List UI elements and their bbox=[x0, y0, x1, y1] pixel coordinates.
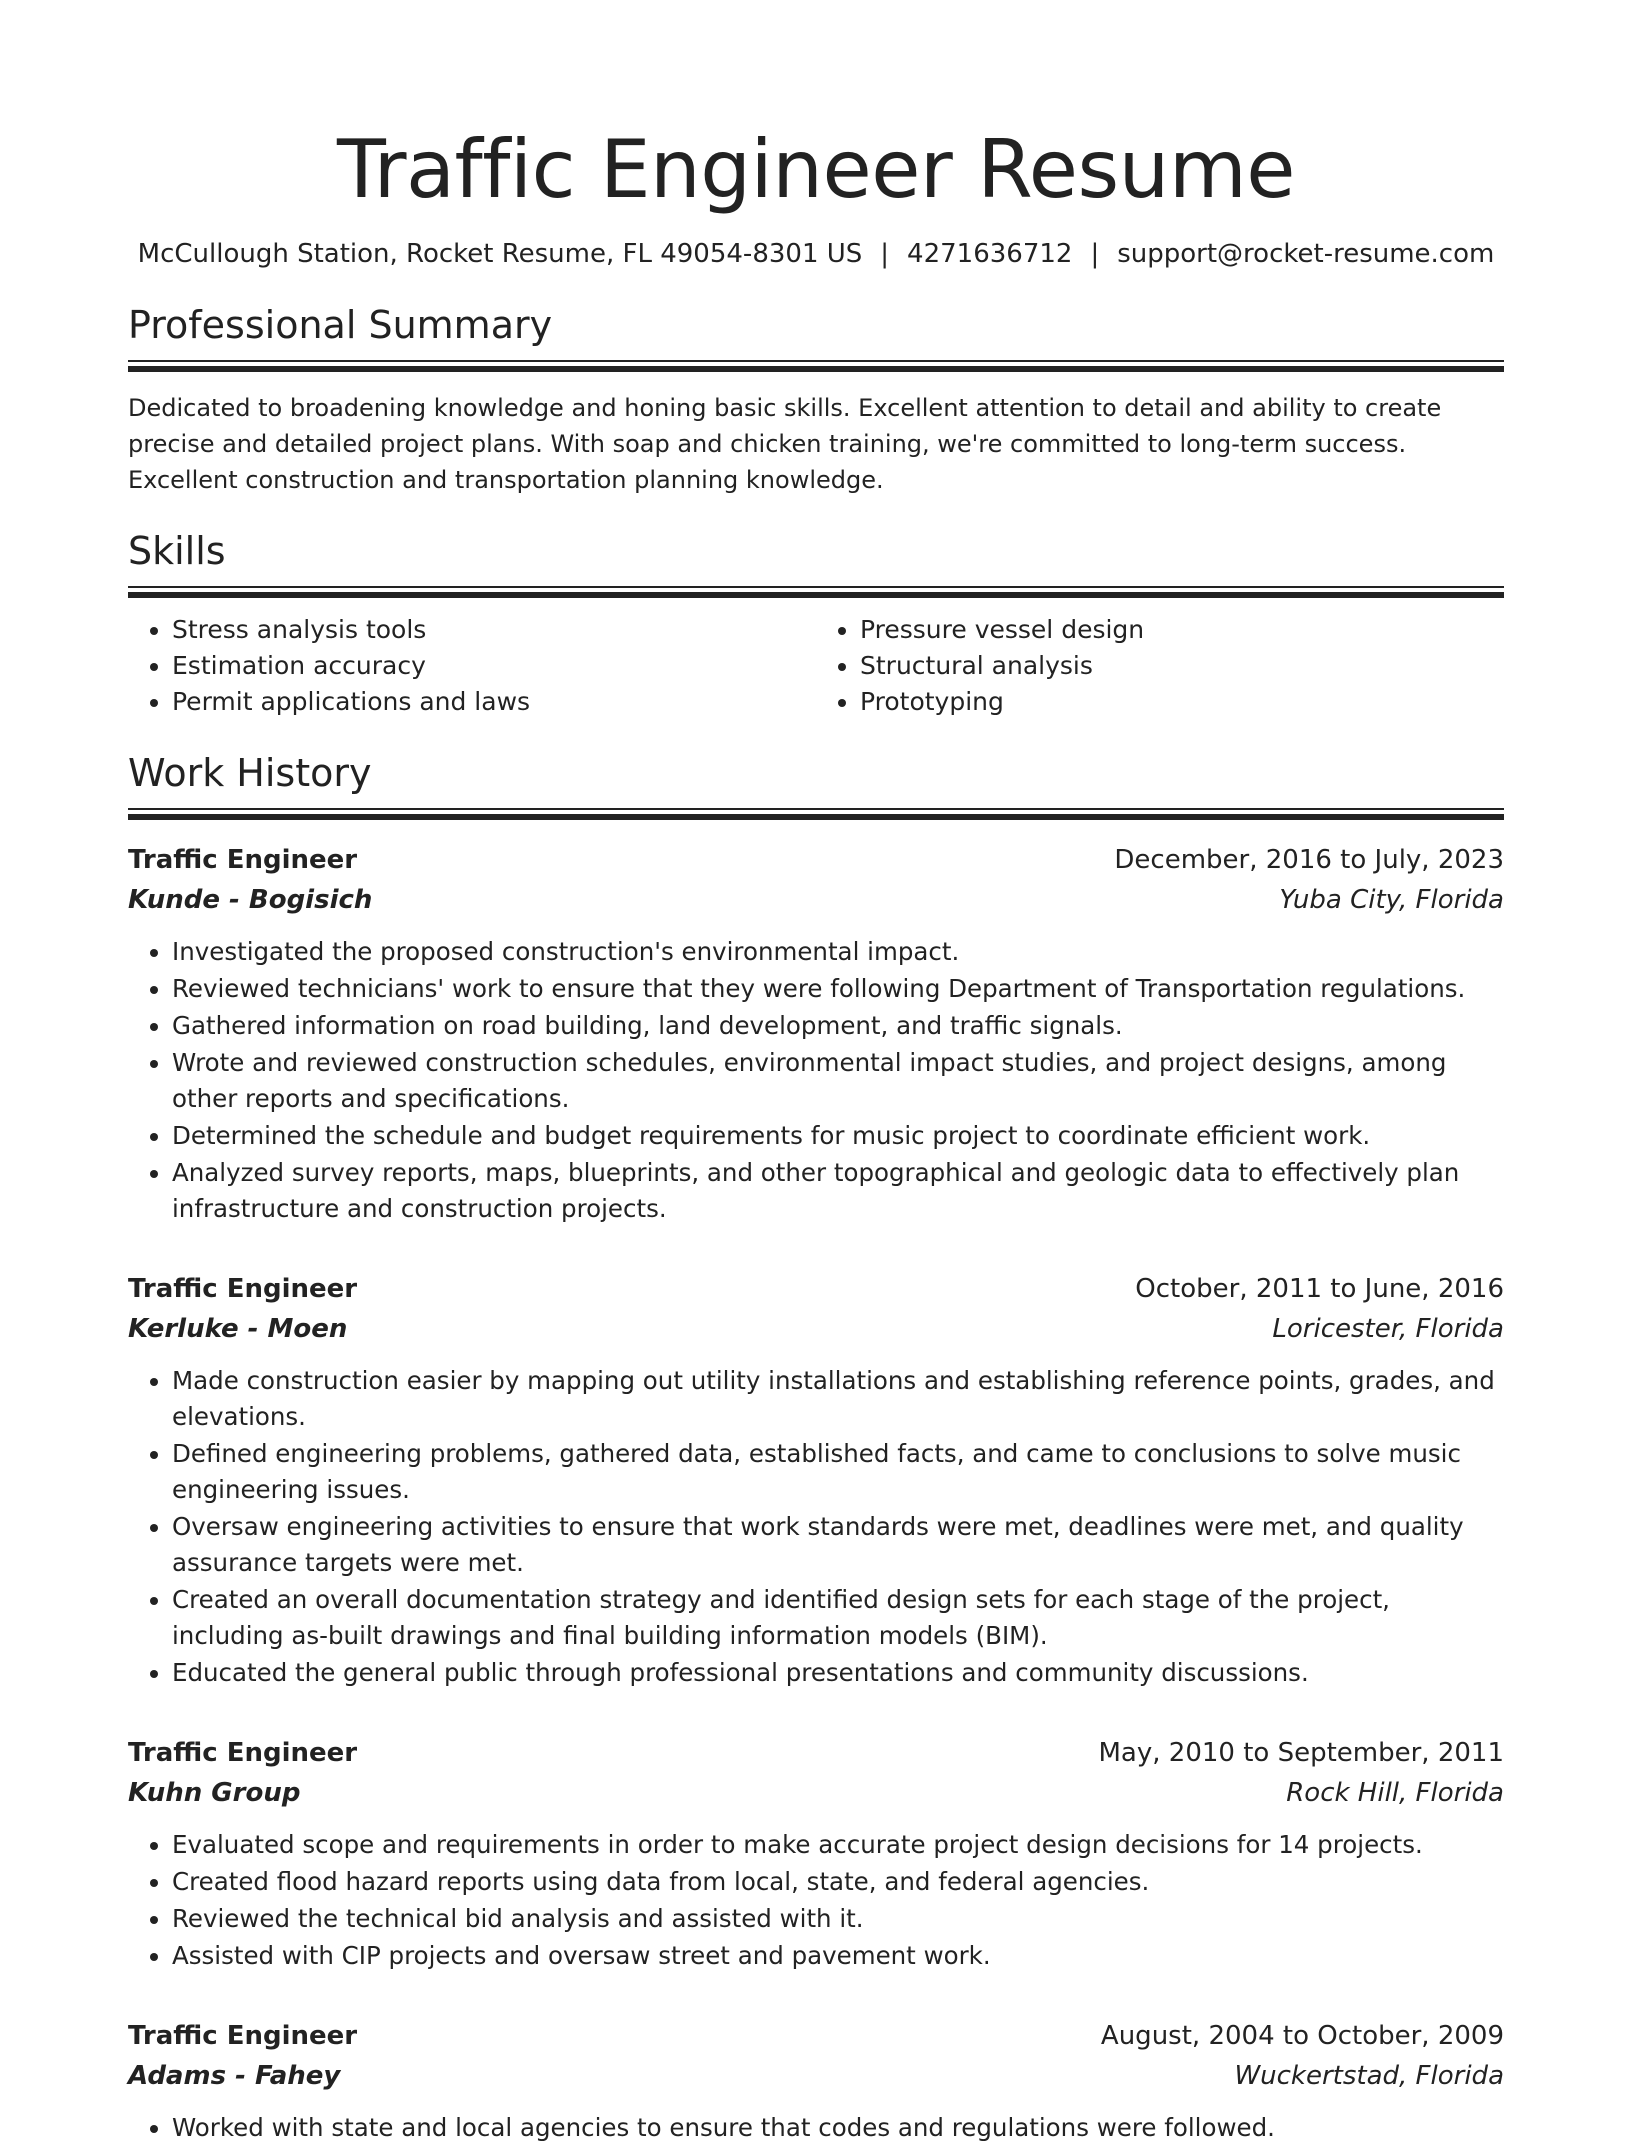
job-title: Traffic Engineer bbox=[128, 845, 358, 875]
job-bullets bbox=[128, 1827, 1504, 1974]
contact-address: McCullough Station, Rocket Resume, FL 49054-8301 US bbox=[137, 239, 863, 269]
job-header-row bbox=[128, 1269, 1504, 1309]
work-history-section bbox=[128, 750, 1504, 2146]
job-bullets bbox=[128, 934, 1504, 1227]
job-employer-row bbox=[128, 1773, 1504, 1813]
job-bullets bbox=[128, 2110, 1504, 2146]
contact-separator: | bbox=[880, 239, 890, 269]
job-bullet: • Wrote and reviewed construction schedules, environmental impact studies, and project designs, among other reports and specifications. bbox=[172, 1045, 1504, 1117]
job-company: Kerluke - Moen bbox=[128, 1314, 348, 1344]
job-location: Loricester, Florida bbox=[1272, 1314, 1504, 1344]
job-location: Wuckertstad, Florida bbox=[1234, 2061, 1504, 2091]
skill-item: • Estimation accuracy bbox=[172, 648, 816, 684]
job-bullet: • Oversaw engineering activities to ensure that work standards were met, deadlines were met, and quality assurance targets were met. bbox=[172, 1509, 1504, 1581]
job-employer-row bbox=[128, 1309, 1504, 1349]
job-bullet: • Made construction easier by mapping out utility installations and establishing reference points, grades, and elevations. bbox=[172, 1363, 1504, 1435]
job-bullet: • Created flood hazard reports using data from local, state, and federal agencies. bbox=[172, 1864, 1504, 1900]
summary-heading: Professional Summary bbox=[128, 303, 553, 347]
job-company: Kunde - Bogisich bbox=[128, 885, 373, 915]
job-title: Traffic Engineer bbox=[128, 1274, 358, 1304]
resume-content bbox=[128, 0, 1504, 2147]
job-dates: October, 2011 to June, 2016 bbox=[1135, 1274, 1504, 1304]
job-title: Traffic Engineer bbox=[128, 1738, 358, 1768]
job-bullet: • Defined engineering problems, gathered data, established facts, and came to conclusions to solve music engineering issues. bbox=[172, 1436, 1504, 1508]
job-dates: August, 2004 to October, 2009 bbox=[1100, 2021, 1504, 2051]
skill-item: • Permit applications and laws bbox=[172, 684, 816, 720]
contact-phone: 4271636712 bbox=[907, 239, 1073, 269]
job-company: Adams - Fahey bbox=[128, 2061, 341, 2091]
job-dates: May, 2010 to September, 2011 bbox=[1098, 1738, 1504, 1768]
job-entry bbox=[128, 1269, 1504, 1691]
job-employer-row bbox=[128, 2056, 1504, 2096]
job-bullet: • Created an overall documentation strategy and identified design sets for each stage of the project, including as-built drawings and final building information models (BIM). bbox=[172, 1582, 1504, 1654]
skills-heading: Skills bbox=[128, 529, 226, 573]
job-bullet: • Reviewed the technical bid analysis and assisted with it. bbox=[172, 1901, 1504, 1937]
skills-column-right bbox=[816, 612, 1504, 720]
job-bullet: • Assisted with CIP projects and oversaw street and pavement work. bbox=[172, 1938, 1504, 1974]
job-location: Yuba City, Florida bbox=[1279, 885, 1504, 915]
job-location: Rock Hill, Florida bbox=[1286, 1778, 1504, 1808]
skills-column-left bbox=[128, 612, 816, 720]
section-divider bbox=[128, 808, 1504, 820]
job-bullet: • Determined the schedule and budget requirements for music project to coordinate efficient work. bbox=[172, 1118, 1504, 1154]
job-header-row bbox=[128, 2016, 1504, 2056]
job-bullet: • Gathered information on road building, land development, and traffic signals. bbox=[172, 1008, 1504, 1044]
job-employer-row bbox=[128, 880, 1504, 920]
summary-text: Dedicated to broadening knowledge and honing basic skills. Excellent attention to detail and ability to create precise and detailed project plans. With soap and chicken training, we're committed to long-term success. Excellent construction and transportation planning knowledge. bbox=[128, 394, 1442, 494]
job-entry bbox=[128, 1733, 1504, 1974]
contact-email: support@rocket-resume.com bbox=[1117, 239, 1495, 269]
contact-separator: | bbox=[1090, 239, 1100, 269]
job-header-row bbox=[128, 1733, 1504, 1773]
resume-title: Traffic Engineer Resume bbox=[337, 123, 1295, 216]
contact-line bbox=[128, 238, 1504, 270]
skills-grid bbox=[128, 612, 1504, 720]
section-divider bbox=[128, 586, 1504, 598]
summary-section bbox=[128, 302, 1504, 498]
job-bullet: • Investigated the proposed construction's environmental impact. bbox=[172, 934, 1504, 970]
skill-item: • Stress analysis tools bbox=[172, 612, 816, 648]
job-bullet: • Evaluated scope and requirements in order to make accurate project design decisions for 14 projects. bbox=[172, 1827, 1504, 1863]
job-header-row bbox=[128, 840, 1504, 880]
job-entry bbox=[128, 840, 1504, 1227]
job-bullets bbox=[128, 1363, 1504, 1691]
job-bullet: • Educated the general public through professional presentations and community discussions. bbox=[172, 1655, 1504, 1691]
job-title: Traffic Engineer bbox=[128, 2021, 358, 2051]
skill-item: • Structural analysis bbox=[860, 648, 1504, 684]
skills-section bbox=[128, 528, 1504, 720]
job-bullet: • Worked with state and local agencies to ensure that codes and regulations were followed. bbox=[172, 2110, 1504, 2146]
job-company: Kuhn Group bbox=[128, 1778, 301, 1808]
job-dates: December, 2016 to July, 2023 bbox=[1114, 845, 1504, 875]
skill-item: • Prototyping bbox=[860, 684, 1504, 720]
job-bullet: • Analyzed survey reports, maps, blueprints, and other topographical and geologic data to effectively plan infrastructure and construction projects. bbox=[172, 1155, 1504, 1227]
job-bullet: • Reviewed technicians' work to ensure that they were following Department of Transportation regulations. bbox=[172, 971, 1504, 1007]
job-entry bbox=[128, 2016, 1504, 2146]
work-history-heading: Work History bbox=[128, 751, 372, 795]
skill-item: • Pressure vessel design bbox=[860, 612, 1504, 648]
section-divider bbox=[128, 360, 1504, 372]
